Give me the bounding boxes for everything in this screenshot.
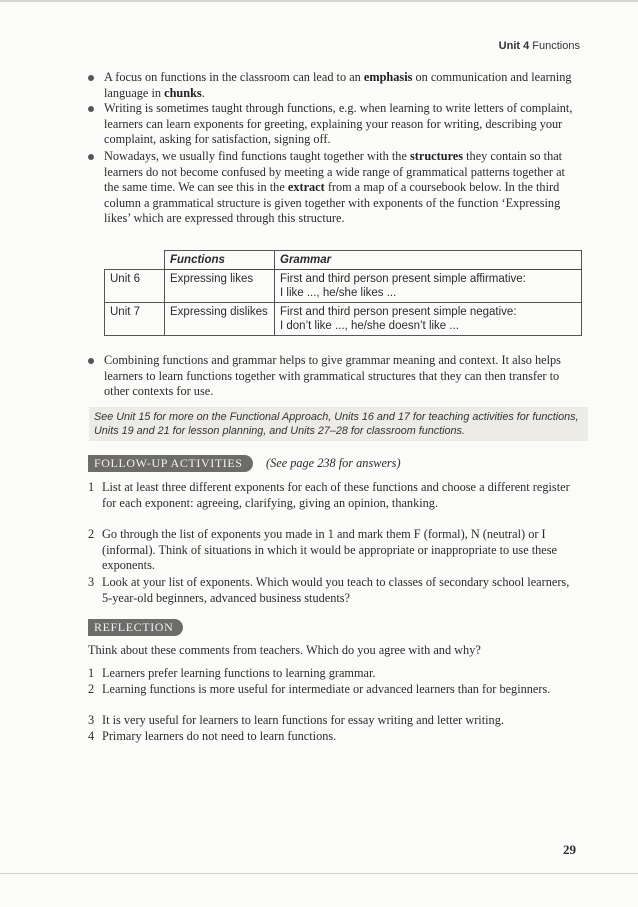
table-cell-function: Expressing dislikes xyxy=(165,303,275,336)
bullet-marker xyxy=(88,154,94,160)
table-row xyxy=(105,270,582,303)
list-item: 2 Go through the list of exponents you made in 1 and mark them F (formal), N (neutral) or I (informal). Think of situations in which it would be appropriate or inappropriate to use these exponents. xyxy=(88,527,557,573)
list-item: 3 Look at your list of exponents. Which would you teach to classes of secondary school learners, 5-year-old beginners, advanced business students? xyxy=(88,575,570,605)
table-cell-grammar: First and third person present simple negative: I don’t like ..., he/she doesn’t like ... xyxy=(275,303,582,336)
bullet-combining: Combining functions and grammar helps to give grammar meaning and context. It also helps learners to learn functions together with grammatical structures that they can then transfer to other contexts for use. xyxy=(104,353,578,400)
list-item: 1 Learners prefer learning functions to learning grammar. xyxy=(88,666,376,680)
bullet-marker xyxy=(88,358,94,364)
table-header-row xyxy=(105,251,582,270)
bullet-structures: Nowadays, we usually find functions taught together with the structures they contain so that learners do not become confused by meeting a wide range of grammatical patterns together at the same time. We can see this in the extract from a map of a coursebook below. In the third column a grammatical structure is given together with exponents of the function ‘Expressing likes’ which are expressed through this structure. xyxy=(104,149,578,227)
page-number: 29 xyxy=(563,842,576,857)
header-unit: Unit 4 xyxy=(498,40,530,52)
cross-reference-note: See Unit 15 for more on the Functional Approach, Units 16 and 17 for teaching activities for functions, Units 19 and 21 for lesson planning, and Units 27–28 for classroom functions. xyxy=(89,407,588,441)
table-cell-unit: Unit 6 xyxy=(105,270,165,303)
running-header xyxy=(499,40,580,52)
bottom-edge-line xyxy=(0,873,638,874)
table-header-grammar: Grammar xyxy=(275,251,582,270)
top-edge-shadow xyxy=(0,0,638,2)
reflection-banner: REFLECTION xyxy=(88,619,183,636)
bullet-emphasis-chunks: A focus on functions in the classroom can lead to an emphasis on communication and learning language in chunks. xyxy=(104,70,578,101)
reflection-intro: Think about these comments from teachers. Which do you agree with and why? xyxy=(88,643,481,657)
followup-activities-banner: FOLLOW-UP ACTIVITIES xyxy=(88,455,253,472)
header-section: Functions xyxy=(532,40,580,52)
table-row xyxy=(105,303,582,336)
table-cell-grammar: First and third person present simple affirmative: I like ..., he/she likes ... xyxy=(275,270,582,303)
coursebook-map-table xyxy=(104,250,582,336)
list-item: 1 List at least three different exponents for each of these functions and choose a different register for each exponent: agreeing, clarifying, giving an opinion, thanking. xyxy=(88,480,570,510)
list-item: 3 It is very useful for learners to learn functions for essay writing and letter writing. xyxy=(88,713,504,727)
bullet-marker xyxy=(88,75,94,81)
table-header-functions: Functions xyxy=(165,251,275,270)
list-item: 4 Primary learners do not need to learn functions. xyxy=(88,729,337,743)
list-item: 2 Learning functions is more useful for intermediate or advanced learners than for beginners. xyxy=(88,682,551,696)
table-cell-unit: Unit 7 xyxy=(105,303,165,336)
table-header-blank xyxy=(105,251,165,270)
bullet-writing-functions: Writing is sometimes taught through functions, e.g. when learning to write letters of complaint, learners can learn exponents for greeting, explaining your reason for writing, describing your complaint, asking for satisfaction, signing off. xyxy=(104,101,578,148)
bullet-marker xyxy=(88,106,94,112)
table-cell-function: Expressing likes xyxy=(165,270,275,303)
followup-answers-note: (See page 238 for answers) xyxy=(266,456,401,470)
